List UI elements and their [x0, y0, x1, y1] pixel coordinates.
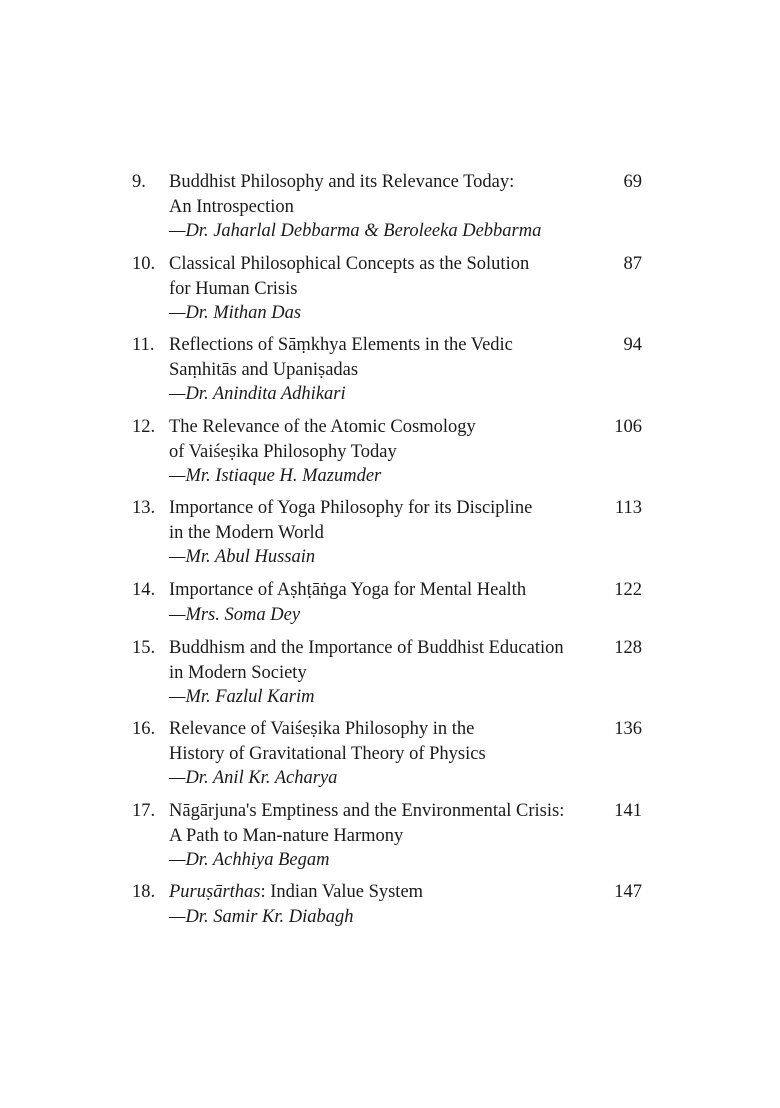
toc-entry [132, 717, 652, 791]
entry-page-number: 69 [623, 172, 642, 192]
entry-author: —Mrs. Soma Dey [169, 604, 301, 625]
entry-number: 12. [132, 417, 156, 437]
entry-title-line: in the Modern World [169, 522, 324, 543]
entry-title-line: Relevance of Vaiśeṣika Philosophy in the [169, 719, 475, 739]
entry-author: —Dr. Mithan Das [169, 303, 302, 323]
entry-author: —Mr. Abul Hussain [169, 547, 316, 567]
toc-entry [132, 170, 652, 244]
entry-page-number: 136 [614, 719, 642, 739]
toc-entry [132, 578, 652, 627]
entry-title-line: Reflections of Sāṃkhya Elements in the Vedic [169, 335, 513, 355]
entry-page-number: 128 [614, 638, 642, 658]
entry-title-line: Buddhism and the Importance of Buddhist Education [169, 638, 564, 658]
entry-title-line: Importance of Aṣhṭāṅga Yoga for Mental Health [169, 580, 527, 600]
entry-title-line [169, 880, 599, 905]
entry-page-number: 122 [614, 580, 642, 600]
entry-title-rest: : Indian Value System [260, 882, 424, 902]
entry-number: 10. [132, 254, 156, 274]
entry-title-line: An Introspection [169, 196, 294, 217]
entry-author: —Dr. Anindita Adhikari [169, 384, 346, 404]
entry-title-line: in Modern Society [169, 662, 307, 683]
entry-number: 15. [132, 638, 156, 658]
entry-number: 18. [132, 882, 156, 902]
toc-entry [132, 496, 652, 570]
entry-title-line: Nāgārjuna's Emptiness and the Environmental Crisis: [169, 801, 565, 821]
entry-title-line: of Vaiśeṣika Philosophy Today [169, 441, 397, 462]
entry-title-line: History of Gravitational Theory of Physics [169, 743, 486, 764]
toc-entry [132, 415, 652, 489]
entry-title-line: Importance of Yoga Philosophy for its Discipline [169, 498, 533, 518]
entry-page-number: 106 [614, 417, 642, 437]
entry-title-line: A Path to Man-nature Harmony [169, 825, 404, 846]
toc-entry [132, 252, 652, 326]
entry-author: —Mr. Fazlul Karim [169, 687, 315, 707]
entry-title-line: The Relevance of the Atomic Cosmology [169, 417, 476, 437]
toc-entry [132, 636, 652, 710]
entry-author: —Mr. Istiaque H. Mazumder [169, 466, 382, 486]
entry-author: —Dr. Samir Kr. Diabagh [169, 906, 354, 927]
entry-page-number: 87 [623, 254, 642, 274]
entry-number: 16. [132, 719, 156, 739]
entry-author: —Dr. Jaharlal Debbarma & Beroleeka Debbarma [169, 221, 542, 241]
entry-number: 17. [132, 801, 156, 821]
entry-title-italic: Puruṣārthas [169, 882, 261, 902]
entry-page-number: 141 [614, 801, 642, 821]
entry-number: 13. [132, 498, 156, 518]
toc-entry [132, 880, 652, 929]
entry-title-line: Buddhist Philosophy and its Relevance Today: [169, 172, 515, 192]
entry-page-number: 113 [614, 498, 642, 518]
entry-title-line: for Human Crisis [169, 278, 298, 299]
toc-entry [132, 333, 652, 407]
entry-title-line: Saṃhitās and Upaniṣadas [169, 359, 359, 380]
toc-entry [132, 799, 652, 873]
entry-number: 9. [132, 172, 146, 192]
entry-title-line: Classical Philosophical Concepts as the Solution [169, 254, 530, 274]
entry-page-number: 147 [614, 882, 642, 902]
entry-number: 14. [132, 580, 156, 600]
entry-number: 11. [132, 335, 155, 355]
entry-author: —Dr. Anil Kr. Acharya [169, 768, 338, 788]
entry-page-number: 94 [623, 335, 642, 355]
entry-author: —Dr. Achhiya Begam [169, 850, 330, 870]
